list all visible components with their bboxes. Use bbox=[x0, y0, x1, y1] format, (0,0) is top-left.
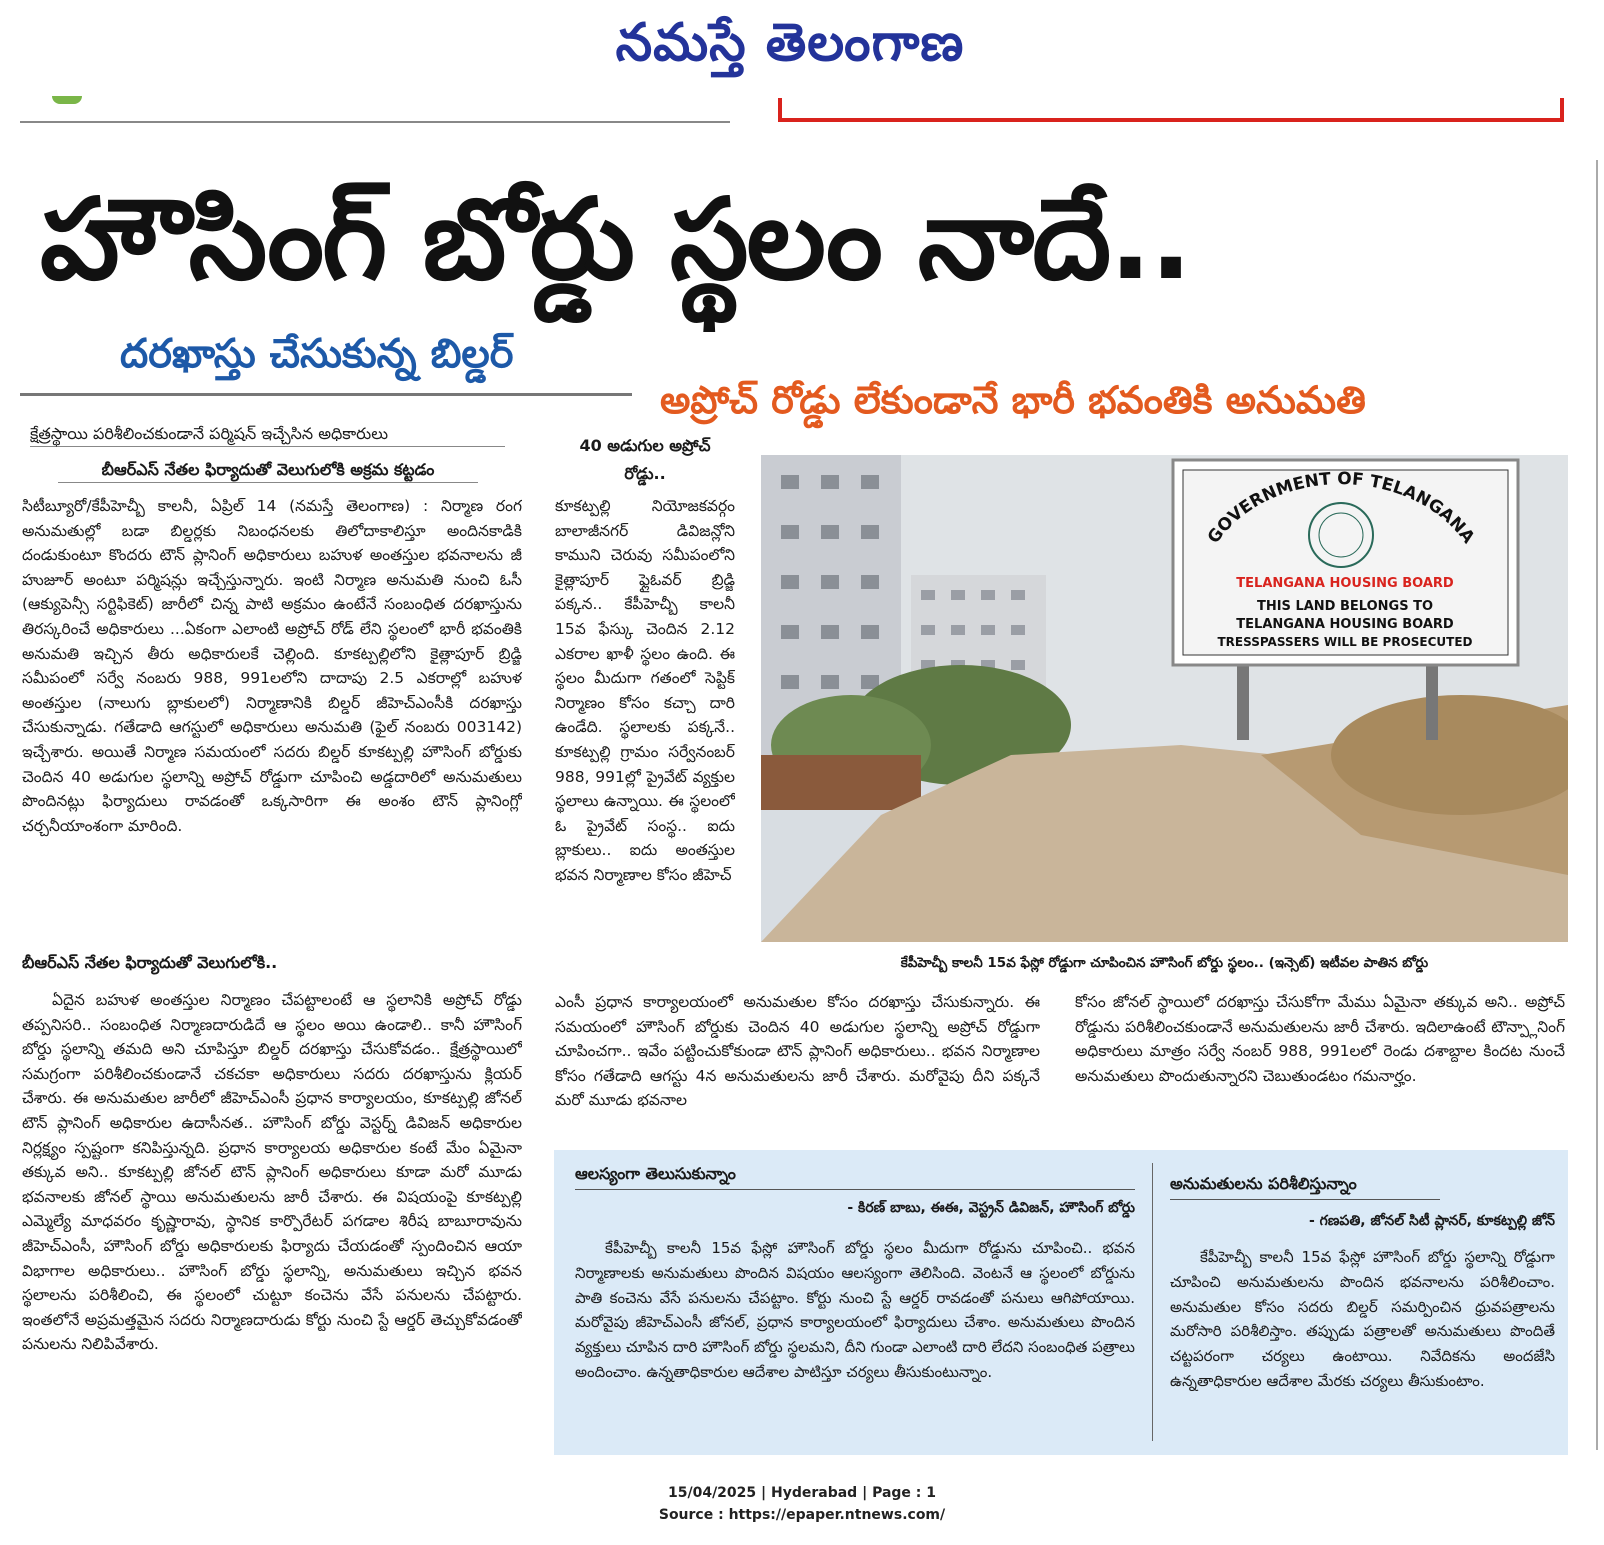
decorative-mark bbox=[52, 96, 82, 104]
quote-heading-2: అనుమతులను పరిశీలిస్తున్నాం bbox=[1170, 1170, 1440, 1200]
divider bbox=[1596, 160, 1598, 1450]
kicker: క్షేత్రస్థాయి పరిశీలించకుండానే పర్మిషన్ ఇచ్చేసిన అధికారులు bbox=[30, 421, 505, 447]
quote-text-1: కేపీహెచ్బీ కాలనీ 15వ ఫేస్లో హౌసింగ్ బోర్డు స్థలం మీదుగా రోడ్డును చూపించి.. భవన నిర్మాణాలకు అనుమతులు పొందిన విషయం ఆలస్యంగా తెలిసింది. వెంటనే ఆ స్థలంలో బోర్డును పాతి కంచెను వేసే పనులను చేపట్టాం. కోర్టు నుంచి స్టే ఆర్డర్ రావడంతో పనులు ఆగిపోయాయి. మరోవైపు జీహెచ్ఎంసీ జోనల్, ప్రధాన కార్యాలయంలో ఫిర్యాదులు చేశాం. అనుమతులు పొందిన వ్యక్తులు చూపిన దారి హౌసింగ్ బోర్డు స్థలమని, దీని గుండా ఎలాంటి దారి లేదని సంబంధిత పత్రాలు అందించాం. ఉన్నతాధికారుల ఆదేశాల పాటిస్తూ చర్యలు తీసుకుంటున్నాం. bbox=[575, 1239, 1135, 1381]
quote-attribution-1: - కిరణ్ బాబు, ఈఈ, వెస్ట్రన్ డివిజన్, హౌసింగ్ బోర్డు bbox=[847, 1200, 1135, 1216]
board-arc-text: GOVERNMENT OF TELANGANA bbox=[1203, 469, 1479, 548]
headline: హౌసింగ్ బోర్డు స్థలం నాదే.. bbox=[40, 175, 1191, 305]
board-line-4: TRESSPASSERS WILL BE PROSECUTED bbox=[1217, 635, 1473, 649]
divider bbox=[1152, 1163, 1153, 1441]
photo-caption: కేపీహెచ్బీ కాలనీ 15వ ఫేస్లో రోడ్డుగా చూపించిన హౌసింగ్ బోర్డు స్థలం.. (ఇన్సెట్) ఇటీవల పాతిన బోర్డు bbox=[900, 955, 1429, 971]
footer-source-line: Source : https://epaper.ntnews.com/ bbox=[658, 1507, 946, 1523]
red-frame bbox=[778, 98, 1564, 122]
side-heading: 40 అడుగుల అప్రోచ్ రోడ్డు.. bbox=[579, 436, 711, 483]
section-subheading: బీఆర్ఎస్ నేతల ఫిర్యాదుతో వెలుగులోకి.. bbox=[22, 953, 278, 972]
quote-heading-1: ఆలస్యంగా తెలుసుకున్నాం bbox=[575, 1160, 1135, 1190]
board-line-2: THIS LAND BELONGS TO bbox=[1256, 599, 1434, 614]
subheadline-left: దరఖాస్తు చేసుకున్న బిల్డర్ bbox=[120, 331, 514, 377]
article-column-3: కోసం జోనల్ స్థాయిలో దరఖాస్తు చేసుకోగా మేము ఏమైనా తక్కువ అని.. అప్రోచ్ రోడ్డును పరిశీలించకుండానే అనుమతులను జారీ చేశారు. ఇదిలాఉంటే టౌన్ప్లానింగ్ అధికారులు మాత్రం సర్వే నంబర్ 988, 991లలో రెండు దశాబ్దాల కిందట నుంచే అనుమతులు పొందుతున్నారని చెబుతుండటం గమనార్హం. bbox=[1075, 993, 1565, 1085]
quote-text-2: కేపీహెచ్బీ కాలనీ 15వ ఫేస్లో హౌసింగ్ బోర్డు స్థలాన్ని రోడ్డుగా చూపించి అనుమతులను పొందిన భవనాలను పరిశీలించాం. అనుమతుల కోసం సదరు బిల్డర్ సమర్పించిన ధ్రువపత్రాలను మరోసారి పరిశీలిస్తాం. తప్పుడు పత్రాలతో అనుమతులు పొందితే చట్టపరంగా చర్యలు ఉంటాయి. నివేదికను అందజేసి ఉన్నతాధికారుల ఆదేశాల మేరకు చర్యలు తీసుకుంటాం. bbox=[1170, 1248, 1555, 1390]
article-column-2-continued: ఎంసీ ప్రధాన కార్యాలయంలో అనుమతుల కోసం దరఖాస్తు చేసుకున్నారు. ఈ సమయంలో హౌసింగ్ బోర్డుకు చెందిన 40 అడుగుల స్థలాన్ని అప్రోచ్ రోడ్డుగా చూపించగా.. ఇవేం పట్టించుకోకుండా టౌన్ ప్లానింగ్ అధికారులు.. భవన నిర్మాణాల కోసం గతేడాది ఆగస్టు 4న అనుమతులను జారీ చేశారు. మరోవైపు దీని పక్కనే మరో మూడు భవనాల bbox=[555, 993, 1040, 1110]
board-line-3: TELANGANA HOUSING BOARD bbox=[1236, 617, 1454, 632]
board-line-1: TELANGANA HOUSING BOARD bbox=[1236, 576, 1454, 591]
kicker-secondary: బీఆర్ఎస్ నేతల ఫిర్యాదుతో వెలుగులోకి అక్రమ కట్టడం bbox=[58, 457, 478, 483]
footer-date-line: 15/04/2025 | Hyderabad | Page : 1 bbox=[667, 1485, 937, 1501]
news-photo bbox=[761, 455, 1568, 942]
photo-illustration bbox=[761, 455, 1568, 942]
divider bbox=[20, 121, 730, 123]
article-column-1-continued: ఏదైన బహుళ అంతస్తుల నిర్మాణం చేపట్టాలంటే ఆ స్థలానికి అప్రోచ్ రోడ్డు తప్పనిసరి.. సంబంధిత నిర్మాణదారుడిదే ఆ స్థలం అయి ఉండాలి.. కానీ హౌసింగ్ బోర్డు స్థలాన్ని తమది అని చూపిస్తూ బిల్డర్ దరఖాస్తు చేసుకోవడం.. క్షేత్రస్థాయిలో సమగ్రంగా పరిశీలించకుండానే చకచకా అధికారులు సదరు దరఖాస్తును క్లియర్ చేశారు. ఈ అనుమతుల జారీలో జీహెచ్ఎంసీ ప్రధాన కార్యాలయం, కూకట్పల్లి జోనల్ టౌన్ ప్లానింగ్ అధికారుల ఉదాసీనత.. హౌసింగ్ బోర్డు వెస్టర్న్ డివిజన్ అధికారుల నిర్లక్ష్యం స్పష్టంగా కనిపిస్తున్నది. ప్రధాన కార్యాలయ అధికారుల కంటే మేం ఏమైనా తక్కువ అని.. కూకట్పల్లి జోనల్ టౌన్ ప్లానింగ్ అధికారులు కూడా మరో మూడు భవనాలకు జోనల్ స్థాయి అనుమతులను జారీ చేశారు. ఈ విషయంపై కూకట్పల్లి ఎమ్మెల్యే మాధవరం కృష్ణారావు, స్థానిక కార్పొరేటర్ పగడాల శిరీష బాబూరావును జీహెచ్ఎంసీ, హౌసింగ్ బోర్డు అధికారులకు ఫిర్యాదు చేయడంతో స్పందించిన ఆయా విభాగాల అధికారులు.. హౌసింగ్ బోర్డు స్థలాన్ని, అనుమతులు ఇచ్చిన భవన స్థలాలను పరిశీలించి, ఈ స్థలంలో చుట్టూ కంచెను వేసే పనులను చేపట్టారు. ఇంతలోనే అప్రమత్తమైన సదరు నిర్మాణదారుడు కోర్టు నుంచి స్టే ఆర్డర్ తెచ్చుకోవడంతో పనులను నిలిపివేశారు. bbox=[22, 991, 522, 1354]
subheadline-right: అప్రోచ్ రోడ్డు లేకుండానే భారీ భవంతికి అనుమతి bbox=[660, 378, 1366, 422]
article-column-2: కూకట్పల్లి నియోజకవర్గం బాలాజీనగర్ డివిజన్లోని కాముని చెరువు సమీపంలోని కైత్లాపూర్ ఫ్లైఓవర్ బ్రిడ్జి పక్కన.. కేపీహెచ్బీ కాలనీ 15వ ఫేస్కు చెందిన 2.12 ఎకరాల ఖాళీ స్థలం ఉంది. ఈ స్థలం మీదుగా గతంలో సెప్టిక్ నిర్మాణం కోసం కచ్చా దారి ఉండేది. స్థలాలకు పక్కనే.. కూకట్పల్లి గ్రామం సర్వేనంబర్ 988, 991ల్లో ప్రైవేట్ వ్యక్తుల స్థలాలు ఉన్నాయి. ఈ స్థలంలో ఓ ప్రైవేట్ సంస్థ.. ఐదు బ్లాకులు.. ఐదు అంతస్తుల భవన నిర్మాణాల కోసం జీహెచ్ bbox=[555, 497, 735, 884]
divider bbox=[20, 393, 632, 396]
quote-attribution-2: - గణపతి, జోనల్ సిటీ ప్లానర్, కూకట్పల్లి జోన్ bbox=[1308, 1213, 1555, 1229]
masthead-logo: నమస్తే తెలంగాణ bbox=[615, 12, 965, 73]
article-column-1: సిటీబ్యూరో/కేపీహెచ్బీ కాలనీ, ఏప్రిల్ 14 (నమస్తే తెలంగాణ) : నిర్మాణ రంగ అనుమతుల్లో బడా బిల్డర్లకు నిబంధనలకు తిలోదాకాలిస్తూ అందినకాడికి దండుకుంటూ కొందరు టౌన్ ప్లానింగ్ అధికారులు బహుళ అంతస్తుల భవనాలను జీ హుజూర్ అంటూ పర్మిషన్లు ఇచ్చేస్తున్నారు. ఇంటి నిర్మాణ అనుమతి నుంచి ఓసీ (ఆక్యుపెన్సీ సర్టిఫికెట్) జారీలో చిన్న పాటి అక్రమం ఉంటేనే సంబంధిత దరఖాస్తును తిరస్కరించే అధికారులు ...ఏకంగా ఎలాంటి అప్రోచ్ రోడ్ లేని స్థలంలో భారీ భవంతికి అనుమతి ఇచ్చిన తీరు అధికారులకే చెల్లింది. కూకట్పల్లిలోని కైత్లాపూర్ బ్రిడ్జి సమీపంలో సర్వే నంబరు 988, 991లలోని దాదాపు 2.5 ఎకరాల్లో బహుళ అంతస్తుల (నాలుగు బ్లాకులలో) నిర్మాణానికి బిల్డర్ జీహెచ్ఎంసీకి దరఖాస్తు చేసుకున్నాడు. గతేడాది ఆగస్టులో అధికారులు అనుమతి (ఫైల్ నంబరు 003142) ఇచ్చేశారు. అయితే నిర్మాణ సమయంలో సదరు బిల్డర్ కూకట్పల్లి హౌసింగ్ బోర్డుకు చెందిన 40 అడుగుల స్థలాన్ని అప్రోచ్ రోడ్డుగా చూపించి అడ్డదారిలో అనుమతులు పొందినట్లు ఫిర్యాదులు రావడంతో ఒక్కసారిగా ఈ అంశం టౌన్ ప్లానింగ్లో చర్చనీయాంశంగా మారింది. bbox=[22, 497, 522, 835]
